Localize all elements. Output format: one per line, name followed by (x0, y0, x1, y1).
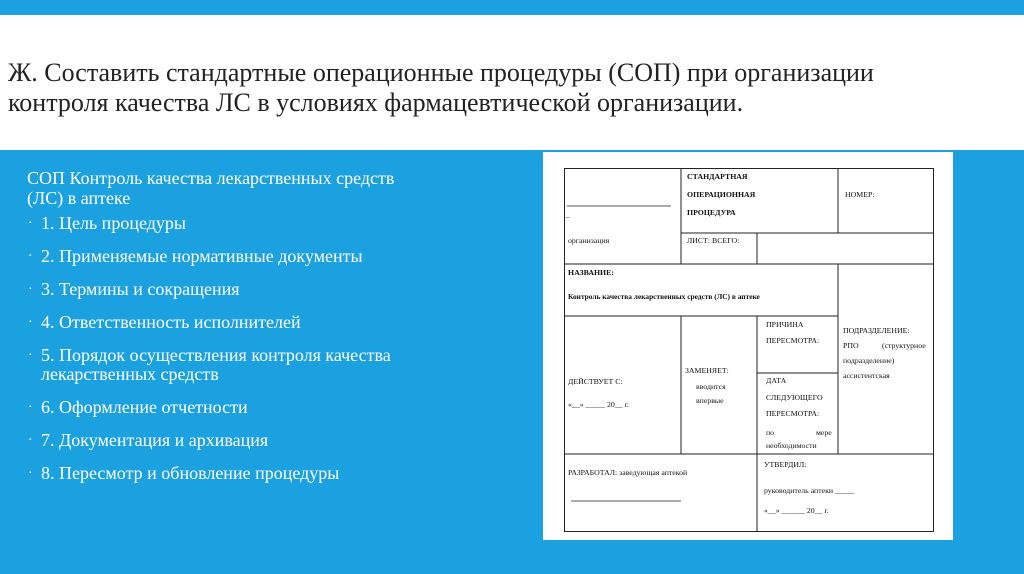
sop-subtitle-line-1: СОП Контроль качества лекарственных средств (27, 168, 395, 188)
list-item-text: 4. Ответственность исполнителей (41, 312, 301, 332)
bullet-icon: · (28, 216, 33, 231)
sop-subtitle (27, 168, 487, 208)
form-sop-heading-2: ОПЕРАЦИОННАЯ (687, 190, 756, 199)
form-department-value-2: подразделение) (843, 356, 895, 365)
form-dash: – (566, 212, 570, 221)
list-item (27, 247, 497, 266)
sop-form-table (564, 168, 934, 532)
form-replaces-value-2: впервые (696, 396, 724, 405)
bullet-icon: · (28, 315, 33, 330)
form-name-label: НАЗВАНИЕ: (568, 268, 614, 277)
form-organization-label: организация (568, 236, 610, 245)
form-next-review-3: ПЕРЕСМОТРА: (766, 409, 820, 418)
list-item-text-cont: лекарственных средств (41, 364, 219, 384)
list-item (27, 313, 497, 332)
form-next-review-5: необходимости (766, 441, 817, 450)
form-number-label: НОМЕР: (845, 190, 875, 199)
list-item-text: 5. Порядок осуществления контроля качества (41, 345, 391, 365)
slide-title (8, 58, 1018, 118)
form-next-review-2: СЛЕДУЮЩЕГО (766, 393, 823, 402)
list-item (27, 431, 497, 450)
bullet-icon: · (28, 348, 33, 363)
list-item-text: 2. Применяемые нормативные документы (41, 246, 363, 266)
form-next-review-4b: мере (816, 428, 832, 437)
form-sheet-label: ЛИСТ: ВСЕГО: (687, 236, 740, 245)
form-reason-label-1: ПРИЧИНА (766, 320, 804, 329)
form-next-review-1: ДАТА (766, 376, 787, 385)
list-item-text: 1. Цель процедуры (41, 213, 186, 233)
form-approved-by: руководитель аптеки _____ (764, 486, 855, 495)
form-valid-from-date: «__» _____ 20__ г. (568, 400, 629, 409)
form-replaces-label: ЗАМЕНЯЕТ: (685, 366, 729, 375)
list-item (27, 464, 497, 483)
form-developed-by: РАЗРАБОТАЛ: заведующая аптекой (568, 468, 688, 477)
list-item-text: 8. Пересмотр и обновление процедуры (41, 463, 340, 483)
form-department-value-1b: (структурное (882, 341, 926, 350)
form-department-label: ПОДРАЗДЕЛЕНИЕ: (843, 326, 910, 335)
top-accent-bar (0, 0, 1024, 15)
bullet-icon: · (28, 249, 33, 264)
sop-form-image (543, 152, 953, 540)
form-approved-label: УТВЕРДИЛ: (764, 460, 807, 469)
form-next-review-4a: по (766, 428, 775, 437)
list-item (27, 280, 497, 299)
list-item-text: 6. Оформление отчетности (41, 397, 248, 417)
form-reason-label-2: ПЕРЕСМОТРА: (766, 336, 820, 345)
list-item-text: 7. Документация и архивация (41, 430, 269, 450)
slide-title-line-1: Ж. Составить стандартные операционные процедуры (СОП) при организации (8, 58, 874, 87)
form-replaces-value-1: вводится (696, 382, 726, 391)
bullet-icon: · (28, 400, 33, 415)
bullet-icon: · (28, 433, 33, 448)
list-item (27, 398, 497, 417)
form-department-value-1a: РПО (843, 341, 859, 350)
form-valid-from-label: ДЕЙСТВУЕТ С: (568, 377, 623, 386)
slide-title-line-2: контроля качества ЛС в условиях фармацевтической организации. (8, 88, 744, 117)
form-name-value: Контроль качества лекарственных средств (ЛС) в аптеке (568, 292, 760, 301)
bullet-icon: · (28, 282, 33, 297)
sop-subtitle-line-2: (ЛС) в аптеке (27, 188, 131, 208)
form-department-value-3: ассистентская (843, 371, 890, 380)
bullet-icon: · (28, 466, 33, 481)
list-item (27, 346, 497, 384)
form-sop-heading-3: ПРОЦЕДУРА (687, 208, 736, 217)
list-item (27, 214, 497, 233)
form-sop-heading-1: СТАНДАРТНАЯ (687, 172, 748, 181)
list-item-text: 3. Термины и сокращения (41, 279, 240, 299)
sop-sections-list (27, 214, 497, 497)
form-approved-date: «__» ______ 20__ г. (764, 506, 829, 515)
